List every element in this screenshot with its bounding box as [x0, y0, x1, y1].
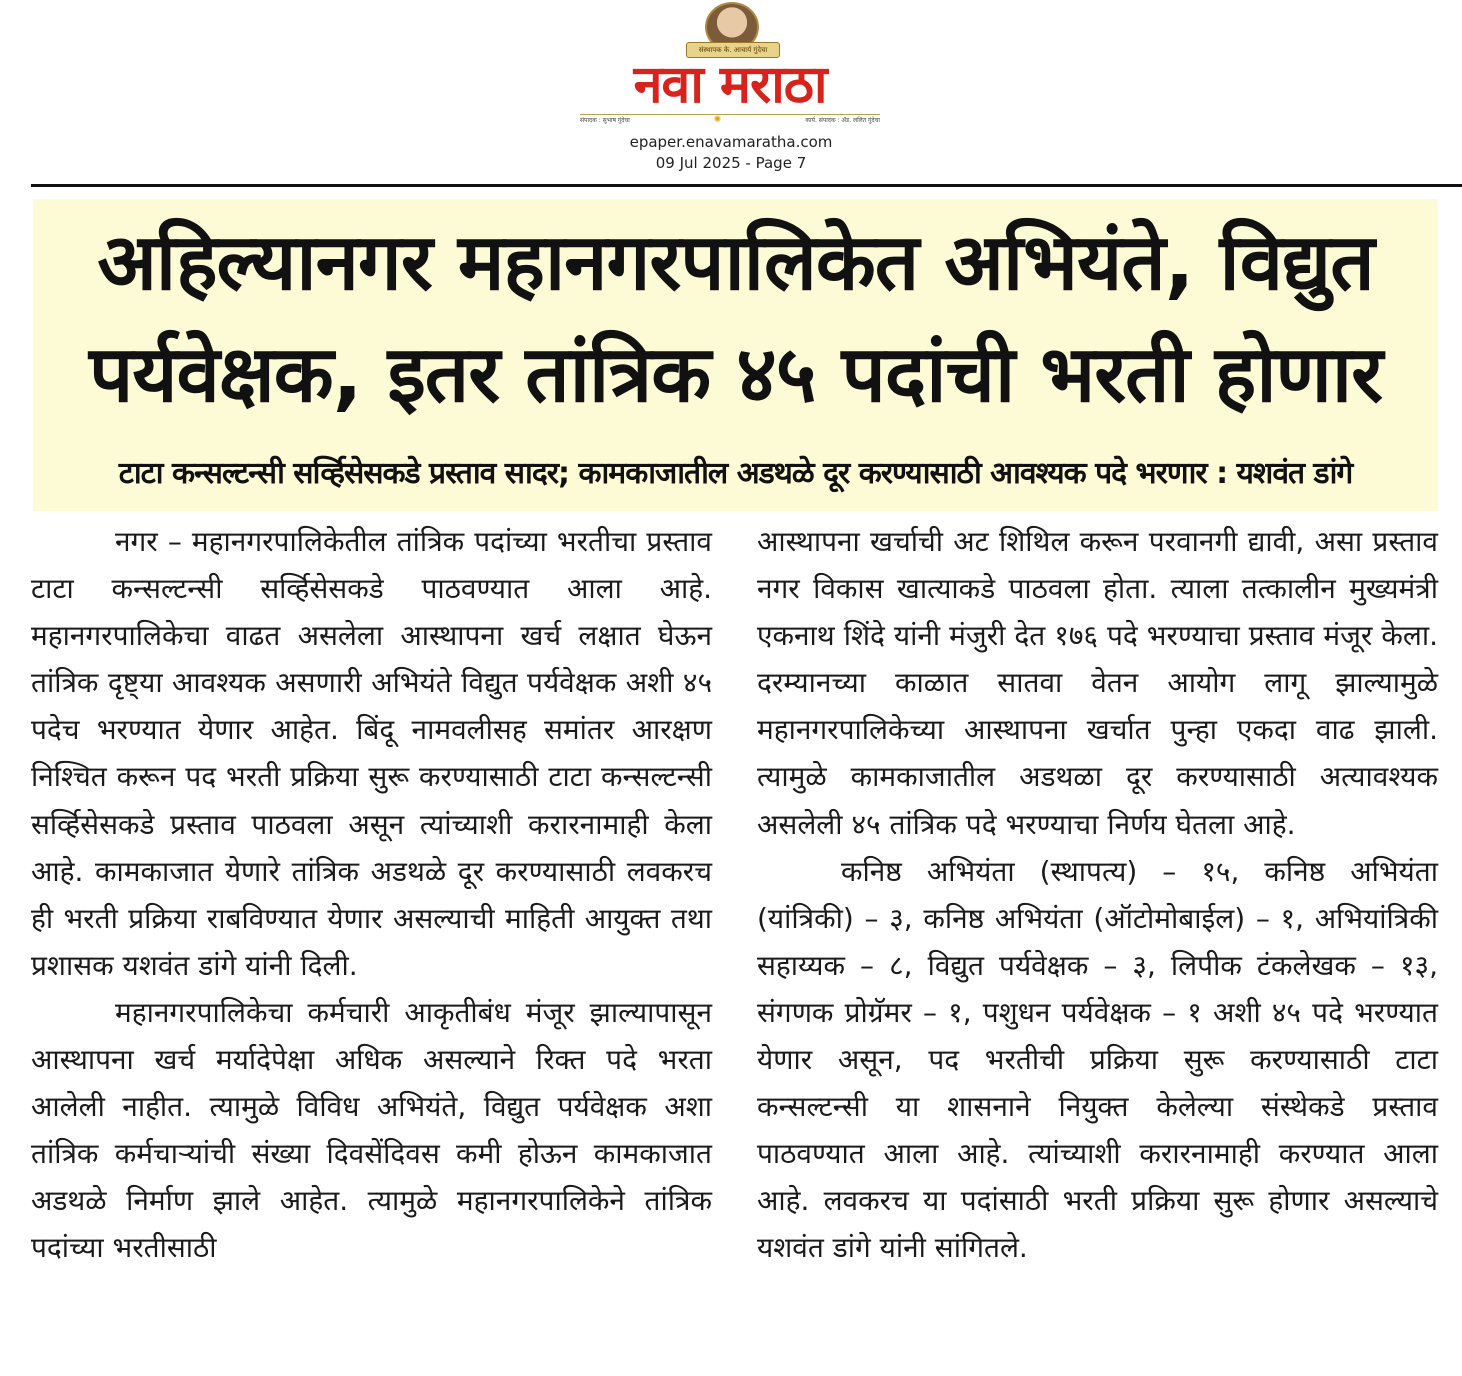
- founder-caption: संस्थापक के. आचार्य गुंदेचा: [686, 42, 780, 58]
- newspaper-logo: नवा मराठा: [633, 55, 827, 115]
- editor-right: कार्य. संपादक : ॲड. ललित गुंदेचा: [805, 117, 880, 124]
- paragraph: नगर – महानगरपालिकेतील तांत्रिक पदांच्या भरतीचा प्रस्ताव टाटा कन्सल्टन्सी सर्व्हिसेसकडे पाठवण्यात आला आहे. महानगरपालिकेचा वाढत असलेला आस्थापना खर्च लक्षात घेऊन तांत्रिक दृष्ट्या आवश्यक असणारी अभियंते विद्युत पर्यवेक्षक अशी ४५ पदेच भरण्यात येणार आहेत. बिंदू नामवलीसह समांतर आरक्षण निश्चित करून पद भरती प्रक्रिया सुरू करण्यासाठी टाटा कन्सल्टन्सी सर्व्हिसेसकडे प्रस्ताव पाठवला असून त्यांच्याशी करारनामाही केला आहे. कामकाजात येणारे तांत्रिक अडथळे दूर करण्यासाठी लवकरच ही भरती प्रक्रिया राबविण्यात येणार असल्याची माहिती आयुक्त तथा प्रशासक यशवंत डांगे यांनी दिली.: [31, 525, 712, 982]
- article-column-right: [757, 518, 1438, 1272]
- date-page-label: 09 Jul 2025 - Page 7: [655, 154, 807, 172]
- editor-strip: [580, 114, 880, 127]
- headline-line-2: पर्यवेक्षक, इतर तांत्रिक ४५ पदांची भरती होणार: [88, 330, 1383, 420]
- editor-left: संपादक : सुभाष गुंदेचा: [580, 117, 630, 124]
- headline-line-1: अहिल्यानगर महानगरपालिकेत अभियंते, विद्युत: [97, 218, 1374, 308]
- epaper-url[interactable]: epaper.enavamaratha.com: [629, 133, 833, 151]
- paragraph: कनिष्ठ अभियंता (स्थापत्य) – १५, कनिष्ठ अभियंता (यांत्रिकी) – ३, कनिष्ठ अभियंता (ऑटोमोबाईल) – १, अभियांत्रिकी सहाय्यक – ८, विद्युत पर्यवेक्षक – ३, लिपीक टंकलेखक – १३, संगणक प्रोग्रॅमर – १, पशुधन पर्यवेक्षक – १ अशी ४५ पदे भरण्यात येणार असून, पद भरतीची प्रक्रिया सुरू करण्यासाठी टाटा कन्सल्टन्सी या शासनाने नियुक्त केलेल्या संस्थेकडे प्रस्ताव पाठवण्यात आला आहे. त्यांच्याशी करारनामाही करण्यात आला आहे. लवकरच या पदांसाठी भरती प्रक्रिया सुरू होणार असल्याचे यशवंत डांगे यांनी सांगितले.: [757, 854, 1438, 1265]
- article-subheadline: टाटा कन्सल्टन्सी सर्व्हिसेसकडे प्रस्ताव सादर; कामकाजातील अडथळे दूर करण्यासाठी आवश्यक पदे भरणार : यशवंत डांगे: [118, 456, 1353, 491]
- sun-icon: ✺: [713, 115, 722, 125]
- paragraph: महानगरपालिकेचा कर्मचारी आकृतीबंध मंजूर झाल्यापासून आस्थापना खर्च मर्यादेपेक्षा अधिक असल्याने रिक्त पदे भरता आलेली नाहीत. त्यामुळे विविध अभियंते, विद्युत पर्यवेक्षक अशा तांत्रिक कर्मचाऱ्यांची संख्या दिवसेंदिवस कमी होऊन कामकाजात अडथळे निर्माण झाले आहेत. त्यामुळे महानगरपालिकेने तांत्रिक पदांच्या भरतीसाठी: [31, 995, 712, 1265]
- masthead: [0, 0, 1462, 180]
- paragraph: आस्थापना खर्चाची अट शिथिल करून परवानगी द्यावी, असा प्रस्ताव नगर विकास खात्याकडे पाठवला होता. त्याला तत्कालीन मुख्यमंत्री एकनाथ शिंदे यांनी मंजुरी देत १७६ पदे भरण्याचा प्रस्ताव मंजूर केला. दरम्यानच्या काळात सातवा वेतन आयोग लागू झाल्यामुळे महानगरपालिकेच्या आस्थापना खर्चात पुन्हा एकदा वाढ झाली. त्यामुळे कामकाजातील अडथळा दूर करण्यासाठी अत्यावश्यक असलेली ४५ तांत्रिक पदे भरण्याचा निर्णय घेतला आहे.: [757, 525, 1438, 841]
- header-divider: [31, 184, 1462, 187]
- headline-box: [33, 199, 1438, 511]
- article-headline: [33, 207, 1438, 431]
- article-column-left: [31, 518, 712, 1272]
